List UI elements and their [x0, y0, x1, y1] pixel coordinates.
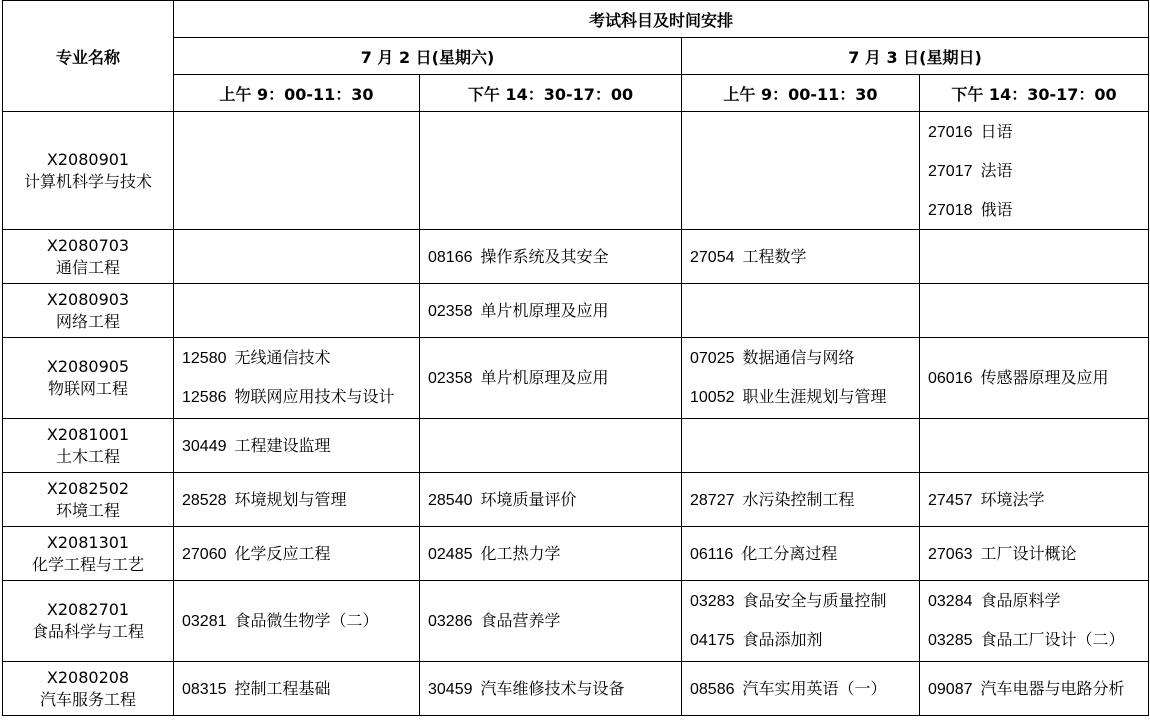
course-code: 03283: [690, 593, 735, 610]
table-row: [3, 581, 1149, 662]
major-name: 食品科学与工程: [31, 622, 144, 641]
course-entry: [928, 358, 1148, 398]
course-cell-d1am: [174, 581, 420, 662]
course-entry: [690, 620, 919, 659]
major-code: X2080903: [46, 289, 130, 309]
major-name: 化学工程与工艺: [31, 554, 144, 574]
table-row: [3, 338, 1149, 419]
course-name: 食品营养学: [480, 611, 561, 630]
major-name: 土木工程: [55, 446, 120, 466]
course-name: 化工分离过程: [741, 543, 838, 563]
course-name: 单片机原理及应用: [480, 368, 609, 387]
course-name: 俄语: [980, 200, 1013, 219]
course-cell-d2am: [682, 662, 920, 716]
course-entry: [690, 669, 919, 709]
header-major: 专业名称: [3, 1, 174, 112]
course-cell-d1am: [174, 662, 420, 716]
major-name: 计算机科学与技术: [23, 171, 152, 191]
course-name: 日语: [980, 122, 1013, 141]
course-cell-d2pm: [920, 473, 1149, 527]
course-entry: [690, 480, 919, 520]
course-code: 02358: [428, 370, 473, 387]
course-entry: [928, 112, 1148, 151]
course-name: 数据通信与网络: [742, 348, 855, 367]
course-cell-d1pm: [420, 112, 682, 230]
course-cell-d1pm: [420, 284, 682, 338]
course-code: 03284: [928, 593, 973, 610]
course-name: 单片机原理及应用: [480, 300, 609, 320]
course-entry: [428, 534, 681, 574]
major-cell: [3, 662, 174, 716]
course-code: 08586: [690, 680, 735, 698]
course-name: 食品工厂设计（二）: [980, 630, 1125, 649]
course-cell-d2am: [682, 581, 920, 662]
course-code: 10052: [690, 389, 735, 406]
course-code: 08166: [428, 248, 473, 266]
course-code: 06116: [690, 545, 734, 563]
course-cell-d2pm: [920, 284, 1149, 338]
header-day2-pm: 下午 14：30-17：00: [920, 75, 1149, 112]
course-entry: [690, 581, 919, 620]
course-cell-d1am: [174, 284, 420, 338]
course-cell-d1pm: [420, 230, 682, 284]
major-cell: [3, 581, 174, 662]
major-name: 通信工程: [55, 257, 120, 277]
course-entry: [928, 581, 1148, 620]
course-code: 12580: [182, 350, 227, 367]
course-code: 28540: [428, 491, 473, 509]
major-name: 物联网工程: [47, 379, 128, 398]
course-name: 法语: [980, 161, 1013, 180]
course-cell-d1am: [174, 230, 420, 284]
course-name: 汽车电器与电路分析: [980, 678, 1125, 698]
course-entry: [428, 480, 681, 520]
major-name: 环境工程: [55, 500, 120, 520]
course-name: 环境规划与管理: [234, 489, 347, 509]
course-name: 物联网应用技术与设计: [234, 387, 395, 406]
course-code: 30449: [182, 437, 227, 455]
header-day2: 7 月 3 日(星期日): [682, 38, 1149, 75]
course-code: 27018: [928, 202, 973, 219]
course-cell-d2pm: [920, 662, 1149, 716]
course-name: 化学反应工程: [234, 543, 331, 563]
course-code: 03281: [182, 613, 227, 630]
course-entry: [928, 620, 1148, 659]
course-entry: [182, 534, 419, 574]
course-cell-d2am: [682, 284, 920, 338]
major-code: X2080901: [46, 149, 130, 169]
major-code: X2082701: [46, 600, 130, 619]
course-cell-d1am: [174, 473, 420, 527]
table-row: [3, 662, 1149, 716]
table-row: [3, 284, 1149, 338]
course-cell-d1pm: [420, 338, 682, 419]
course-entry: [928, 480, 1148, 520]
course-code: 27017: [928, 163, 973, 180]
header-schedule: 考试科目及时间安排: [174, 1, 1149, 38]
course-name: 化工热力学: [480, 543, 561, 563]
course-code: 03285: [928, 632, 973, 649]
course-code: 27054: [690, 248, 735, 266]
major-code: X2081301: [46, 532, 130, 552]
course-entry: [428, 601, 681, 641]
course-name: 环境法学: [980, 489, 1045, 509]
course-name: 汽车实用英语（一）: [742, 678, 887, 698]
course-entry: [182, 377, 419, 416]
table-row: [3, 230, 1149, 284]
course-entry: [928, 190, 1148, 229]
course-name: 工厂设计概论: [980, 543, 1077, 563]
course-cell-d2pm: [920, 527, 1149, 581]
major-cell: [3, 284, 174, 338]
major-code: X2080905: [46, 357, 130, 376]
course-entry: [182, 480, 419, 520]
header-day2-am: 上午 9：00-11：30: [682, 75, 920, 112]
course-cell-d2am: [682, 419, 920, 473]
course-cell-d1am: [174, 338, 420, 419]
exam-schedule-table: [2, 0, 1149, 716]
table-row: [3, 419, 1149, 473]
course-code: 27063: [928, 545, 973, 563]
course-cell-d2am: [682, 338, 920, 419]
course-cell-d2am: [682, 473, 920, 527]
course-code: 30459: [428, 680, 473, 698]
course-code: 06016: [928, 370, 973, 387]
course-entry: [690, 237, 919, 277]
course-entry: [928, 534, 1148, 574]
course-entry: [182, 669, 419, 709]
course-cell-d2pm: [920, 338, 1149, 419]
course-entry: [690, 534, 919, 574]
course-name: 工程数学: [742, 246, 807, 266]
course-cell-d2pm: [920, 230, 1149, 284]
table-row: [3, 527, 1149, 581]
course-code: 02485: [428, 545, 473, 563]
course-name: 食品安全与质量控制: [742, 591, 887, 610]
major-code: X2081001: [46, 424, 130, 444]
course-name: 水污染控制工程: [742, 489, 855, 509]
course-code: 02358: [428, 302, 473, 320]
course-entry: [182, 426, 419, 466]
course-entry: [428, 291, 681, 331]
course-cell-d2am: [682, 112, 920, 230]
course-name: 工程建设监理: [234, 435, 331, 455]
course-cell-d1am: [174, 527, 420, 581]
major-cell: [3, 112, 174, 230]
course-cell-d2pm: [920, 112, 1149, 230]
course-code: 08315: [182, 680, 227, 698]
course-entry: [928, 669, 1148, 709]
course-name: 汽车维修技术与设备: [480, 678, 625, 698]
course-code: 12586: [182, 389, 227, 406]
course-code: 28727: [690, 491, 735, 509]
course-cell-d2am: [682, 527, 920, 581]
course-code: 28528: [182, 491, 227, 509]
course-code: 07025: [690, 350, 735, 367]
table-row: [3, 112, 1149, 230]
course-entry: [182, 601, 419, 641]
course-name: 传感器原理及应用: [980, 368, 1109, 387]
course-cell-d1pm: [420, 527, 682, 581]
course-entry: [428, 237, 681, 277]
course-entry: [690, 377, 919, 416]
major-cell: [3, 338, 174, 419]
course-cell-d1pm: [420, 473, 682, 527]
course-code: 27457: [928, 491, 973, 509]
table-row: [3, 473, 1149, 527]
major-cell: [3, 230, 174, 284]
course-entry: [182, 338, 419, 377]
course-name: 控制工程基础: [234, 678, 331, 698]
course-cell-d1am: [174, 112, 420, 230]
major-name: 网络工程: [55, 311, 120, 331]
major-code: X2080703: [46, 235, 130, 255]
course-name: 食品原料学: [980, 591, 1061, 610]
course-name: 食品添加剂: [742, 630, 823, 649]
course-entry: [690, 338, 919, 377]
course-cell-d2am: [682, 230, 920, 284]
course-cell-d1pm: [420, 581, 682, 662]
course-code: 03286: [428, 613, 473, 630]
course-cell-d1pm: [420, 419, 682, 473]
course-name: 职业生涯规划与管理: [742, 387, 887, 406]
course-code: 27016: [928, 124, 973, 141]
course-name: 食品微生物学（二）: [234, 611, 379, 630]
course-cell-d2pm: [920, 581, 1149, 662]
major-cell: [3, 527, 174, 581]
course-entry: [428, 358, 681, 398]
header-day1-pm: 下午 14：30-17：00: [420, 75, 682, 112]
major-name: 汽车服务工程: [39, 689, 136, 709]
major-cell: [3, 473, 174, 527]
course-cell-d2pm: [920, 419, 1149, 473]
course-cell-d1pm: [420, 662, 682, 716]
course-name: 无线通信技术: [234, 348, 331, 367]
course-code: 09087: [928, 680, 973, 698]
course-code: 04175: [690, 632, 735, 649]
course-code: 27060: [182, 545, 227, 563]
header-day1-am: 上午 9：00-11：30: [174, 75, 420, 112]
major-code: X2082502: [46, 478, 130, 498]
course-cell-d1am: [174, 419, 420, 473]
major-code: X2080208: [46, 667, 130, 687]
course-entry: [428, 669, 681, 709]
header-day1: 7 月 2 日(星期六): [174, 38, 682, 75]
course-entry: [928, 151, 1148, 190]
major-cell: [3, 419, 174, 473]
course-name: 环境质量评价: [480, 489, 577, 509]
course-name: 操作系统及其安全: [480, 246, 609, 266]
